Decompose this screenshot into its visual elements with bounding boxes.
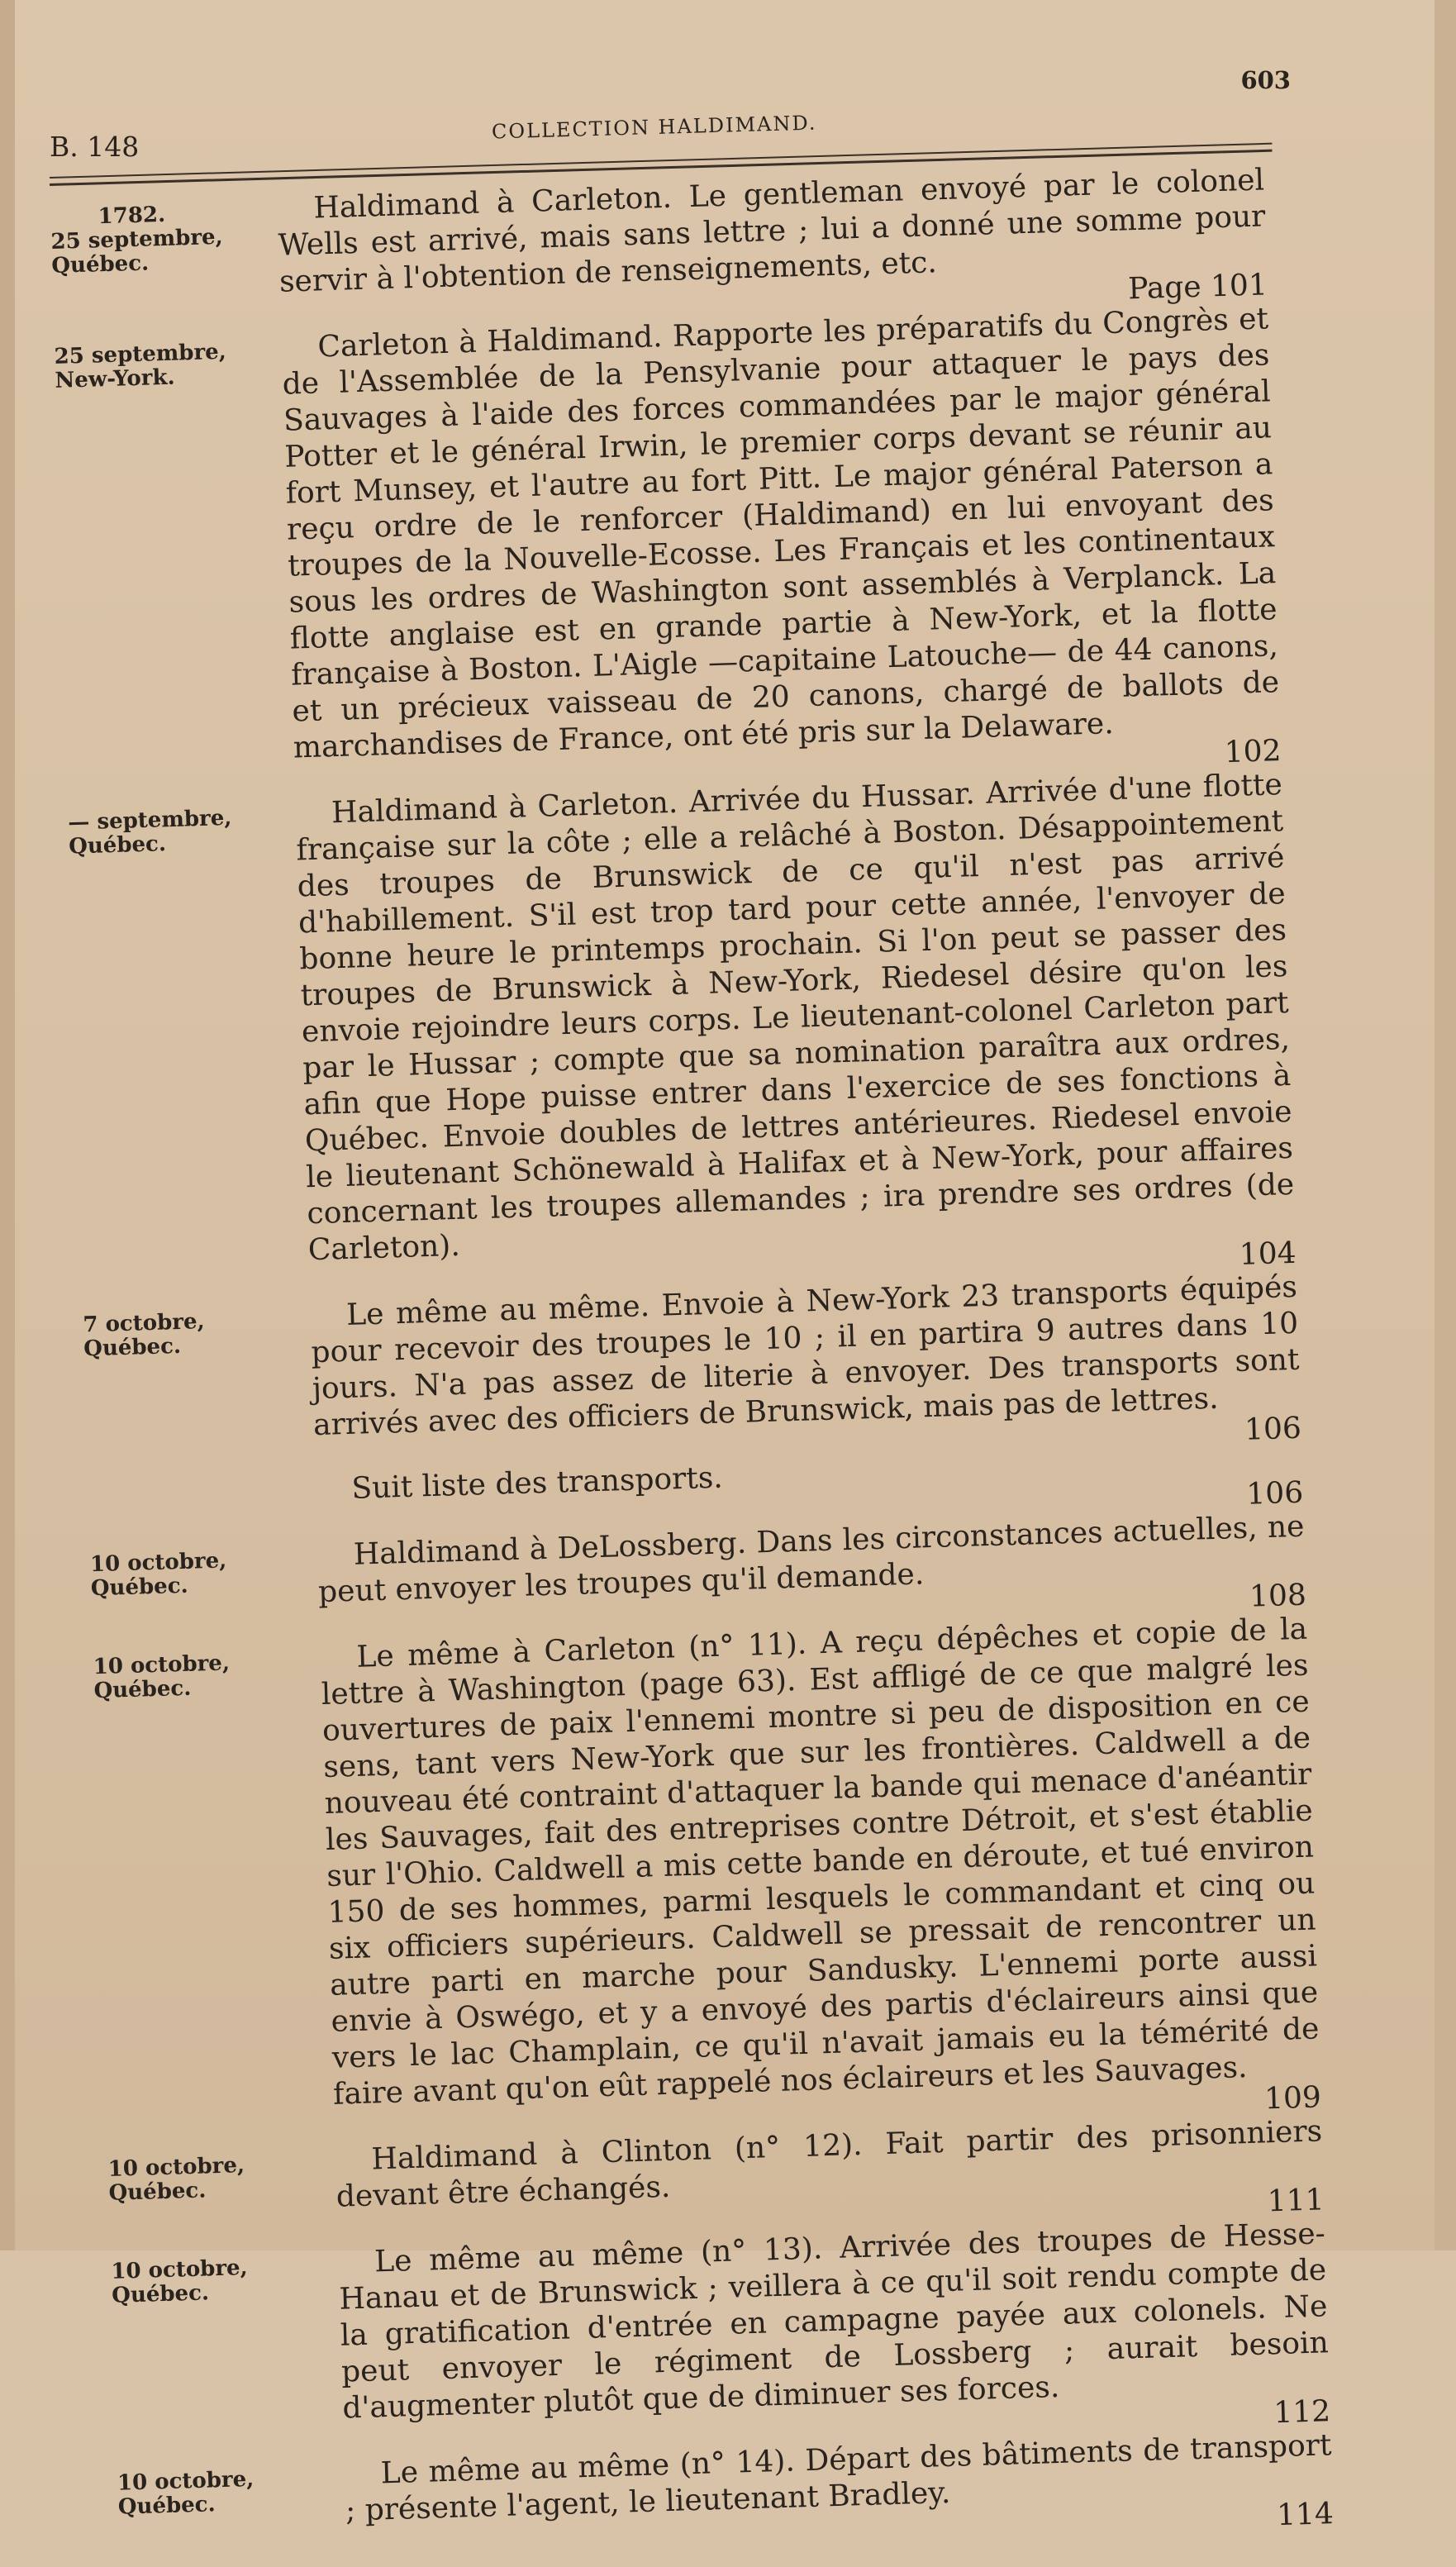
entry-summary: Le même à Carleton (n° 11). A reçu dépêches et copie de la lettre à Washington (page 63). Est affligé de ce que malgré les ouvertures de paix l'ennemi montre si peu de disposition en ce sens, tant vers New-York que sur les frontières. Caldwell a de nouveau été contraint d'attaquer la bande qui menace d'anéantir les Sauvages, fait des entreprises contre Détroit, et s'est établie sur l'Ohio. Caldwell a mis cette bande en déroute, et tué environ 150 de ses hommes, parmi lesquels le commandant et cinq ou six officiers supérieurs. Caldwell se pressait de rencontrer un autre parti en marche pour Sandusky. L'ennemi porte aussi envie à Oswégo, et y a envoyé des partis d'éclaireurs ainsi que vers le lac Champlain, ce qu'il n'avait jamais eu la témérité de faire avant qu'on eût rappelé nos éclaireurs et les Sauvages. (321, 1612, 1320, 2112)
running-title: COLLECTION HALDIMAND. (491, 111, 817, 144)
entry-page-reference: 109 (1263, 2080, 1322, 2117)
page-edge-right (1435, 0, 1456, 2250)
calendar-entry (83, 1269, 1304, 1543)
entry-date: 10 octobre, (117, 2466, 255, 2496)
entry-place: Québec. (108, 2178, 207, 2206)
calendar-entry (54, 301, 1282, 801)
entry-place: Québec. (68, 831, 167, 860)
entry-note-page-reference: 106 (1245, 1475, 1304, 1512)
entry-page-reference: 104 (1239, 1236, 1297, 1272)
entry-date: 10 octobre, (107, 2153, 245, 2182)
calendar-entry (111, 2216, 1331, 2461)
entry-date: 25 septembre, (54, 339, 227, 369)
entry-summary: Le même au même (n° 13). Arrivée des troupes de Hesse-Hanau et de Brunswick ; veillera à ce qu'il soit rendu compte de la gratification d'entrée en campagne payée aux colonels. Ne peut envoyer le régiment de Lossberg ; aurait besoin d'augmenter plutôt que de diminuer ses forces. (338, 2217, 1330, 2426)
entry-dateline (107, 2152, 307, 2206)
entry-date: 10 octobre, (89, 1548, 227, 1578)
entry-place: New-York. (55, 364, 175, 393)
entry-place: Québec. (50, 250, 150, 279)
entry-page-reference: 102 (1224, 734, 1282, 770)
page-header (50, 66, 1291, 163)
entry-place: Québec. (83, 1333, 182, 1362)
calendar-entries (50, 162, 1334, 2565)
entry-dateline (93, 1650, 293, 1703)
entry-dateline (83, 1307, 283, 1361)
entry-dateline (111, 2255, 311, 2308)
entry-summary: Haldimand à Carleton. Le gentleman envoyé par le colonel Wells est arrivé, mais sans lettre ; lui a donné une somme pour servir à l'obtention de renseignements, etc. (278, 163, 1266, 299)
entry-date: 25 septembre, (50, 224, 224, 255)
entry-summary: Haldimand à Clinton (n° 12). Fait partir des prisonniers devant être échangés. (335, 2114, 1323, 2214)
entry-date: 10 octobre, (111, 2255, 249, 2284)
entry-page-reference: 112 (1273, 2394, 1331, 2431)
entry-summary: Carleton à Haldimand. Rapporte les préparatifs du Congrès et de l'Assemblée de la Pensylvanie pour attaquer le pays des Sauvages à l'aide des forces commandées par le major général Potter et le général Irwin, le premier corps devant se réunir au fort Munsey, et l'autre au fort Pitt. Le major général Paterson a reçu ordre de le renforcer (Haldimand) en lui envoyant des troupes de la Nouvelle-Ecosse. Les Français et les continentaux sous les ordres de Washington sont assemblés à Verplanck. La flotte anglaise est en grande partie à New-York, et la flotte française à Boston. L'Aigle —capitaine Latouche— de 44 canons, et un précieux vaisseau de 20 canons, chargé de ballots de marchandises de France, ont été pris sur la Delaware. (282, 302, 1280, 765)
entry-place: Québec. (93, 1675, 192, 1704)
entry-place: Québec. (90, 1573, 189, 1602)
entry-date: 7 octobre, (83, 1309, 205, 1338)
entry-date: — septembre, (67, 805, 232, 836)
entry-dateline (68, 806, 268, 860)
calendar-entry (93, 1612, 1321, 2148)
entry-dateline (90, 1547, 290, 1601)
entry-date: 10 octobre, (93, 1650, 231, 1680)
entry-year: 1782. (98, 202, 166, 230)
page-edge-left (0, 0, 15, 2250)
entry-page-reference: 106 (1244, 1411, 1302, 1447)
entry-page-reference: Page 101 (1127, 268, 1268, 307)
volume-reference: B. 148 (50, 131, 140, 163)
entry-note: Suit liste des transports. (350, 1460, 724, 1506)
entry-summary: Haldimand à DeLossberg. Dans les circonstances actuelles, ne peut envoyer les troupes qu'il demande. (317, 1509, 1305, 1610)
entry-dateline (50, 201, 250, 279)
entry-place: Québec. (111, 2280, 210, 2308)
entry-dateline (54, 340, 254, 393)
entry-page-reference: 111 (1267, 2183, 1325, 2219)
entry-page-reference: 108 (1249, 1578, 1307, 1614)
calendar-entry (68, 767, 1297, 1303)
entry-summary: Haldimand à Carleton. Arrivée du Hussar. Arrivée d'une flotte française sur la côte ; elle a relâché à Boston. Désappointement des troupes de Brunswick de ce qu'il n'est pas arrivé d'habillement. S'il est trop tard pour cette année, l'envoyer de bonne heure le printemps prochain. Si l'on peut se passer des troupes de Brunswick à New-York, Riedesel désire qu'on les envoie rejoindre leurs corps. Le lieutenant-colonel Carleton part par le Hussar ; compte que sa nomination paraîtra aux ordres, afin que Hope puisse entrer dans l'exercice de ses fonctions à Québec. Envoie doubles de lettres antérieures. Riedesel envoie le lieutenant Schönewald à Halifax et à New-York, pour affaires concernant les troupes allemandes ; ira prendre ses ordres (de Carleton). (295, 768, 1295, 1268)
page-number: 603 (1240, 66, 1291, 94)
entry-place: Québec. (117, 2492, 216, 2520)
entry-page-reference: 114 (1276, 2497, 1335, 2533)
entry-summary: Le même au même. Envoie à New-York 23 transports équipés pour recevoir des troupes le 10 ; il en partira 9 autres dans 10 jours. N'a pas assez de literie à envoyer. Des transports sont arrivés avec des officiers de Brunswick, mais pas de lettres. (310, 1269, 1300, 1443)
entry-dateline (117, 2466, 317, 2520)
entry-summary: Le même au même (n° 14). Départ des bâtiments de transport ; présente l'agent, le lieutenant Bradley. (345, 2428, 1332, 2528)
